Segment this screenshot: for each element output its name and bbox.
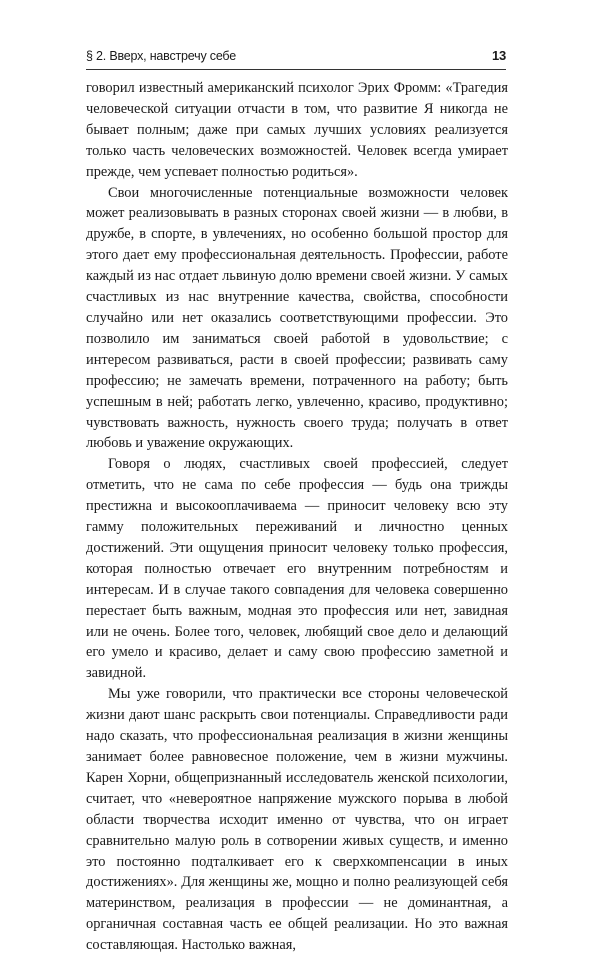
- paragraph: Говоря о людях, счастливых своей профессией, следует отметить, что не сама по себе профессия — будь она трижды престижна и высокооплачиваема — приносит человеку всю эту гамму положительных переживаний и личностно ценных достижений. Эти ощущения приносит человеку только профессия, которая полностью отвечает его внутренним потребностям и интересам. И в случае такого совпадения для человека совершенно перестает быть важным, модная это профессия или нет, завидная или не очень. Более того, человек, любящий свое дело и делающий его умело и красиво, делает и саму свою профессию заметной и завидной.: [86, 456, 508, 682]
- running-head: § 2. Вверх, навстречу себе: [86, 49, 237, 63]
- page-header: [86, 49, 506, 67]
- paragraph: Свои многочисленные потенциальные возможности человек может реализовывать в разных сторонах своей жизни — в любви, в дружбе, в спорте, в увлечениях, но особенно большой простор для этого дает ему профессиональная деятельность. Профессии, работе каждый из нас отдает львиную долю времени своей жизни. У самых счастливых из нас внутренние качества, свойства, способности случайно или нет оказались соответствующими профессии. Это позволило им заниматься своей работой в удовольствие; с интересом развиваться, расти в своей профессии; развивать саму профессию; не замечать времени, потраченного на работу; быть успешным в ней; работать легко, увлеченно, красиво, продуктивно; чувствовать важность, нужность своего труда; получать в ответ любовь и уважение окружающих.: [86, 184, 508, 452]
- body-text: [86, 78, 508, 956]
- page-number: 13: [491, 48, 506, 63]
- paragraph: говорил известный американский психолог Эрих Фромм: «Трагедия человеческой ситуации отчасти в том, что развитие Я никогда не бывает полным; даже при самых лучших условиях реализуется только часть человеческих возможностей. Человек всегда умирает прежде, чем успевает полностью родиться».: [86, 80, 508, 180]
- paragraph: Мы уже говорили, что практически все стороны человеческой жизни дают шанс раскрыть свои потенциалы. Справедливости ради надо сказать, что профессиональная реализация в жизни женщины занимает более равновесное положение, чем в жизни мужчины. Карен Хорни, общепризнанный исследователь женской психологии, считает, что «невероятное напряжение мужского порыва в любой области творчества исходит именно от чувства, что он играет сравнительно малую роль в сотворении живых существ, и именно это постоянно подталкивает его к сверхкомпенсации в иных достижениях». Для женщины же, мощно и полно реализующей себя материнством, реализация в профессии — не доминантная, а органичная составная часть ее общей реализации. Но это важная составляющая. Настолько важная,: [86, 686, 508, 954]
- header-rule: [86, 69, 506, 70]
